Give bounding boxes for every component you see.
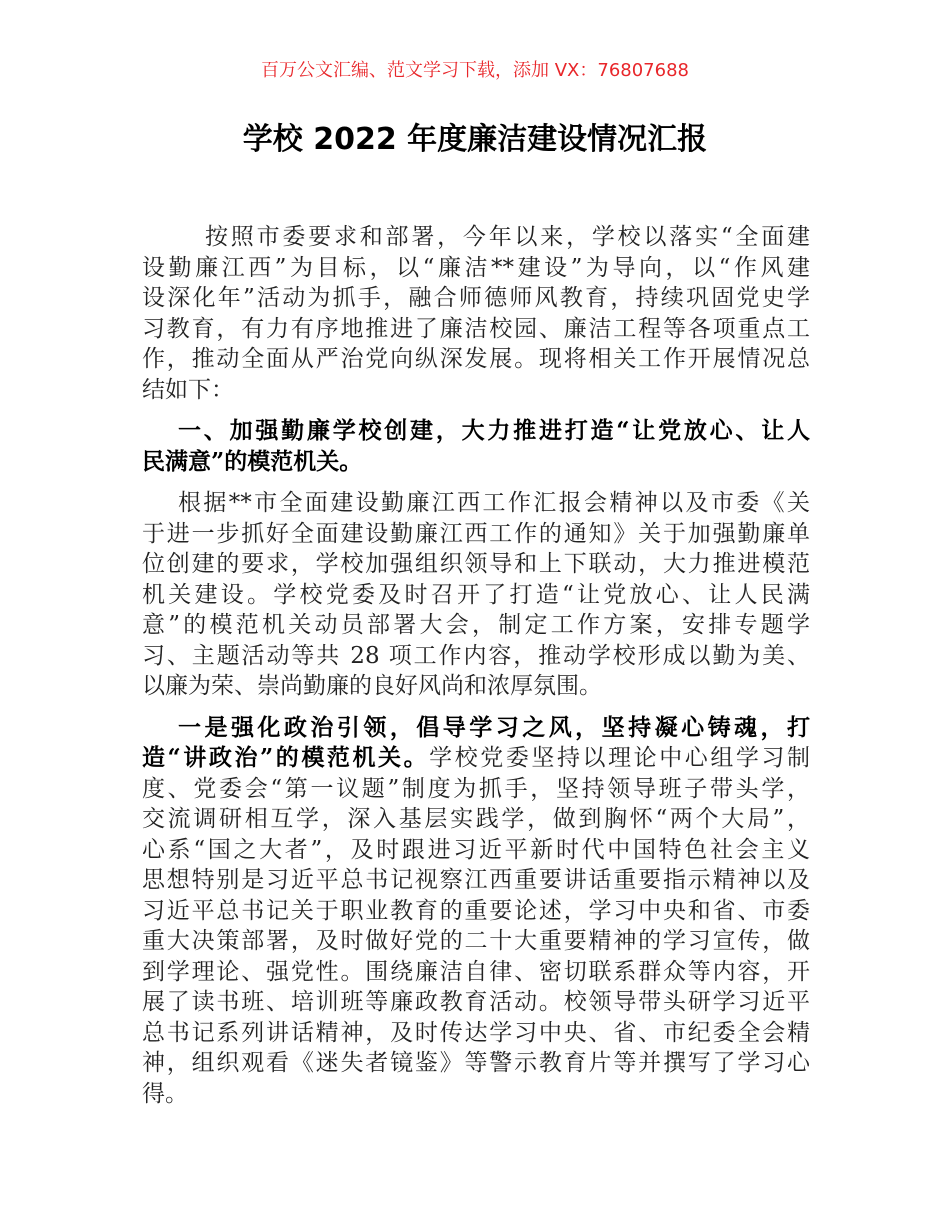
bold-lead-text: 造“讲政治”的模范机关。 <box>142 744 430 771</box>
text-line: 神，组织观看《迷失者镜鉴》等警示教育片等并撰写了学习心 <box>142 1050 810 1076</box>
text-line: 根据**市全面建设勤廉江西工作汇报会精神以及市委《关 <box>178 490 810 516</box>
text-line: 习、主题活动等共 28 项工作内容，推动学校形成以勤为美、 <box>142 642 810 669</box>
document-body <box>142 222 810 1109</box>
text-line <box>142 743 810 774</box>
bold-lead-text: 一是强化政治引领，倡导学习之风，坚持凝心铸魂，打 <box>178 713 810 741</box>
text-line: 得。 <box>142 1080 188 1107</box>
text-line: 度、党委会“第一议题”制度为抓手，坚持领导班子带头学， <box>142 775 810 802</box>
text-line: 位创建的要求，学校加强组织领导和上下联动，大力推进模范 <box>142 551 810 577</box>
text-line: 意”的模范机关动员部署大会，制定工作方案，安排专题学 <box>142 612 810 638</box>
text-line: 设深化年”活动为抓手，融合师德师风教育，持续巩固党史学 <box>142 285 810 311</box>
text-line: 一、加强勤廉学校创建，大力推进打造“让党放心、让人 <box>178 417 810 444</box>
text-line: 设勤廉江西”为目标，以“廉洁**建设”为导向，以“作风建 <box>142 254 810 281</box>
watermark-banner: 百万公文汇编、范文学习下载，添加 VX：76807688 <box>261 60 689 81</box>
text-line: 机关建设。学校党委及时召开了打造“让党放心、让人民满 <box>142 581 810 608</box>
text-line: 以廉为荣、崇尚勤廉的良好风尚和浓厚氛围。 <box>142 673 602 699</box>
paragraph-point-1 <box>142 713 810 1110</box>
paragraph-intro <box>142 222 810 405</box>
text-line <box>142 713 810 744</box>
text-line: 习近平总书记关于职业教育的重要论述，学习中央和省、市委 <box>142 897 810 924</box>
text-line: 到学理论、强党性。围绕廉洁自律、密切联系群众等内容，开 <box>142 958 810 985</box>
paragraph-gap <box>142 702 810 713</box>
text-line: 心系“国之大者”，及时跟进习近平新时代中国特色社会主义 <box>142 836 810 863</box>
paragraph-heading-1 <box>142 416 810 477</box>
text-line: 于进一步抓好全面建设勤廉江西工作的通知》关于加强勤廉单 <box>142 520 810 547</box>
text-line: 思想特别是习近平总书记视察江西重要讲话重要指示精神以及 <box>142 867 810 893</box>
paragraph-section-1-body <box>142 488 810 702</box>
text-line: 结如下： <box>142 376 234 403</box>
text-line: 作，推动全面从严治党向纵深发展。现将相关工作开展情况总 <box>142 346 810 372</box>
text-line: 交流调研相互学，深入基层实践学，做到胸怀“两个大局”， <box>142 806 810 832</box>
text-line: 总书记系列讲话精神，及时传达学习中央、省、市纪委全会精 <box>142 1019 810 1046</box>
text-line: 习教育，有力有序地推进了廉洁校园、廉洁工程等各项重点工 <box>142 315 810 342</box>
paragraph-gap <box>142 405 810 416</box>
document-title: 学校 2022 年度廉洁建设情况汇报 <box>242 122 708 157</box>
paragraph-gap <box>142 477 810 488</box>
text-line: 重大决策部署，及时做好党的二十大重要精神的学习宣传，做 <box>142 928 810 954</box>
text-line: 民满意”的模范机关。 <box>142 447 363 475</box>
text-line: 按照市委要求和部署，今年以来，学校以落实“全面建 <box>205 224 810 250</box>
body-text: 学校党委坚持以理论中心组学习制 <box>429 745 810 771</box>
text-line: 展了读书班、培训班等廉政教育活动。校领导带头研学习近平 <box>142 989 810 1015</box>
